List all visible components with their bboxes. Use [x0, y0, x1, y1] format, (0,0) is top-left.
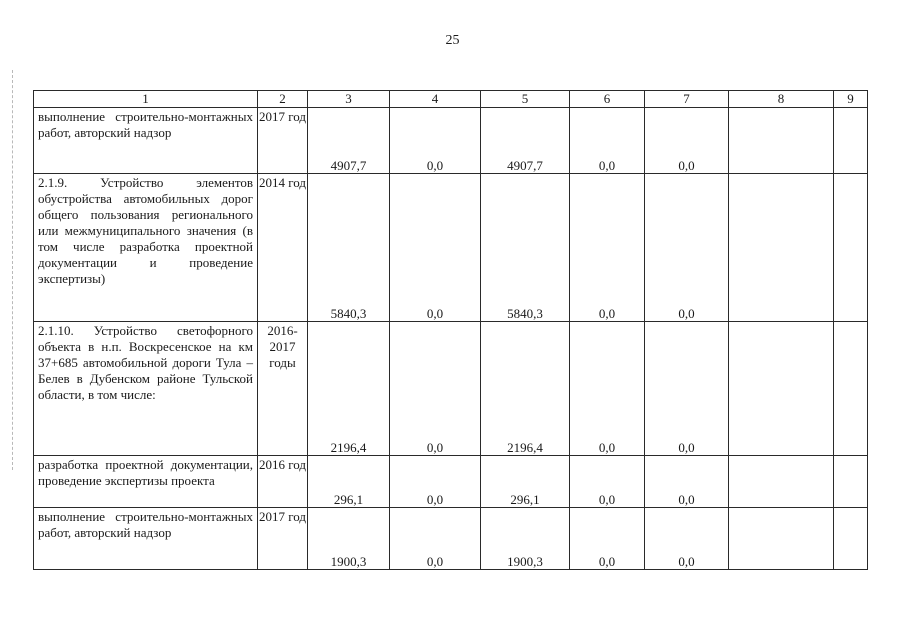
value-cell-8: [729, 174, 834, 322]
budget-table: [33, 90, 868, 570]
value-cell-8: [729, 322, 834, 456]
value-cell-4: [390, 108, 481, 174]
year-cell: 2016 год: [258, 456, 308, 508]
column-header: 1: [34, 91, 258, 108]
value-cell-4: [390, 456, 481, 508]
value-cell-6: [570, 456, 645, 508]
value-6: 0,0: [598, 440, 616, 455]
value-cell-6: [570, 322, 645, 456]
value-4: 0,0: [426, 554, 444, 569]
year-cell: 2014 год: [258, 174, 308, 322]
column-header: 7: [645, 91, 729, 108]
value-cell-4: [390, 322, 481, 456]
item-name: 2.1.10. Устройство светофорного объекта в н.п. Воскресенское на км 37+685 автомобильной дороги Тула – Белев в Дубенском районе Тульской области, в том числе:: [38, 323, 253, 402]
value-7: 0,0: [678, 492, 695, 507]
item-name-cell: [34, 322, 258, 456]
value-6: 0,0: [598, 158, 616, 173]
value-3: 5840,3: [330, 306, 367, 321]
table-row: [34, 174, 868, 322]
value-cell-7: [645, 174, 729, 322]
item-name: выполнение строительно-монтажных работ, авторский надзор: [38, 509, 253, 540]
item-name: разработка проектной документации, проведение экспертизы проекта: [38, 457, 253, 488]
column-header: 5: [481, 91, 570, 108]
value-6: 0,0: [598, 492, 616, 507]
column-header: 6: [570, 91, 645, 108]
value-4: 0,0: [426, 306, 444, 321]
item-name-cell: [34, 508, 258, 570]
column-header: 9: [834, 91, 868, 108]
page-number: 25: [445, 33, 460, 48]
table-row: [34, 456, 868, 508]
item-name: выполнение строительно-монтажных работ, авторский надзор: [38, 109, 253, 140]
item-name-cell: [34, 108, 258, 174]
value-cell-6: [570, 108, 645, 174]
value-6: 0,0: [598, 306, 616, 321]
year-cell: 2016-2017 годы: [258, 322, 308, 456]
value-cell-3: [308, 456, 390, 508]
value-cell-7: [645, 108, 729, 174]
value-cell-7: [645, 508, 729, 570]
value-cell-8: [729, 508, 834, 570]
value-4: 0,0: [426, 158, 444, 173]
value-cell-5: [481, 456, 570, 508]
value-cell-8: [729, 456, 834, 508]
value-7: 0,0: [678, 440, 695, 455]
value-5: 296,1: [510, 492, 540, 507]
value-3: 2196,4: [330, 440, 367, 455]
value-cell-5: [481, 508, 570, 570]
column-header: 2: [258, 91, 308, 108]
column-header: 3: [308, 91, 390, 108]
value-7: 0,0: [678, 306, 695, 321]
value-5: 2196,4: [507, 440, 543, 455]
value-cell-3: [308, 174, 390, 322]
item-name-cell: [34, 174, 258, 322]
year-cell: 2017 год: [258, 508, 308, 570]
table-row: [34, 508, 868, 570]
table-row: [34, 322, 868, 456]
value-cell-6: [570, 508, 645, 570]
column-header: 4: [390, 91, 481, 108]
table-row: [34, 108, 868, 174]
value-3: 296,1: [333, 492, 364, 507]
value-5: 4907,7: [507, 158, 543, 173]
value-cell-3: [308, 108, 390, 174]
value-cell-5: [481, 108, 570, 174]
value-6: 0,0: [598, 554, 616, 569]
value-cell-9: [834, 456, 868, 508]
value-cell-4: [390, 174, 481, 322]
scan-margin-mark: [12, 70, 13, 470]
value-3: 1900,3: [330, 554, 367, 569]
value-cell-5: [481, 174, 570, 322]
column-header: 8: [729, 91, 834, 108]
value-cell-8: [729, 108, 834, 174]
value-cell-3: [308, 508, 390, 570]
value-5: 5840,3: [507, 306, 543, 321]
year-cell: 2017 год: [258, 108, 308, 174]
value-cell-5: [481, 322, 570, 456]
item-name-cell: [34, 456, 258, 508]
value-3: 4907,7: [330, 158, 367, 173]
value-cell-7: [645, 322, 729, 456]
value-7: 0,0: [678, 554, 695, 569]
value-cell-9: [834, 108, 868, 174]
value-cell-3: [308, 322, 390, 456]
value-4: 0,0: [426, 440, 444, 455]
value-cell-4: [390, 508, 481, 570]
value-cell-9: [834, 174, 868, 322]
value-4: 0,0: [426, 492, 444, 507]
value-cell-7: [645, 456, 729, 508]
value-cell-6: [570, 174, 645, 322]
value-cell-9: [834, 322, 868, 456]
value-7: 0,0: [678, 158, 695, 173]
value-5: 1900,3: [507, 554, 543, 569]
table-header-row: [34, 91, 868, 108]
value-cell-9: [834, 508, 868, 570]
item-name: 2.1.9. Устройство элементов обустройства автомобильных дорог общего пользования регионального или межмуниципального значения (в том числе разработка проектной документации и проведение экспертизы): [38, 175, 253, 286]
